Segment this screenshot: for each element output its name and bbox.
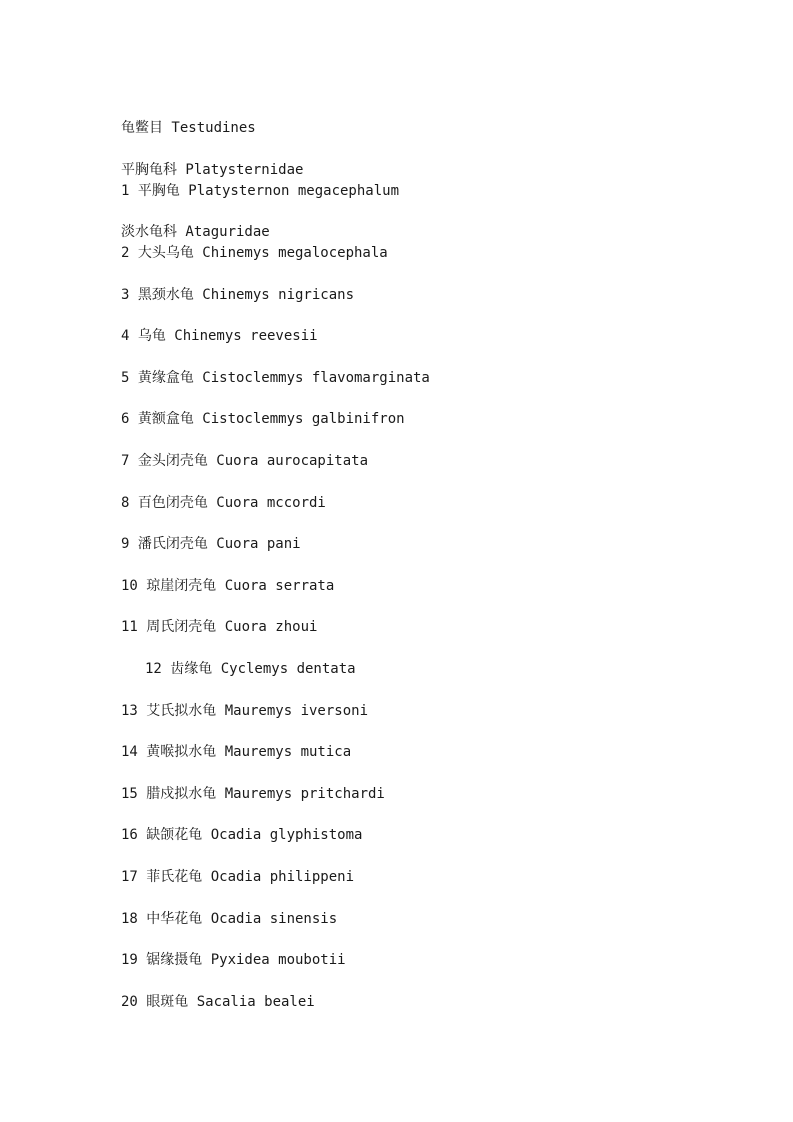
species-entry: 16 缺颌花龟 Ocadia glyphistoma	[121, 827, 363, 843]
species-entry: 15 腊戍拟水龟 Mauremys pritchardi	[121, 786, 385, 802]
species-entry: 6 黄额盒龟 Cistoclemmys galbinifron	[121, 411, 405, 427]
species-entry: 2 大头乌龟 Chinemys megalocephala	[121, 245, 388, 261]
species-entry: 18 中华花龟 Ocadia sinensis	[121, 911, 338, 927]
family-heading: 平胸龟科 Platysternidae	[121, 162, 304, 178]
family-heading: 淡水龟科 Ataguridae	[121, 224, 270, 240]
species-entry: 8 百色闭壳龟 Cuora mccordi	[121, 495, 326, 511]
order-heading: 龟鳖目 Testudines	[121, 120, 256, 136]
species-entry: 7 金头闭壳龟 Cuora aurocapitata	[121, 453, 369, 469]
species-entry: 5 黄缘盒龟 Cistoclemmys flavomarginata	[121, 370, 430, 386]
species-entry: 4 乌龟 Chinemys reevesii	[121, 328, 318, 344]
species-entry: 11 周氏闭壳龟 Cuora zhoui	[121, 619, 318, 635]
species-entry: 1 平胸龟 Platysternon megacephalum	[121, 183, 400, 199]
species-entry: 10 琼崖闭壳龟 Cuora serrata	[121, 578, 335, 594]
species-entry: 13 艾氏拟水龟 Mauremys iversoni	[121, 703, 369, 719]
species-entry: 19 锯缘摄龟 Pyxidea moubotii	[121, 952, 346, 968]
species-entry: 20 眼斑龟 Sacalia bealei	[121, 994, 315, 1010]
species-entry: 17 菲氏花龟 Ocadia philippeni	[121, 869, 355, 885]
species-entry: 9 潘氏闭壳龟 Cuora pani	[121, 536, 301, 552]
species-entry: 12 齿缘龟 Cyclemys dentata	[145, 661, 356, 677]
species-entry: 3 黑颈水龟 Chinemys nigricans	[121, 287, 355, 303]
species-entry: 14 黄喉拟水龟 Mauremys mutica	[121, 744, 352, 760]
